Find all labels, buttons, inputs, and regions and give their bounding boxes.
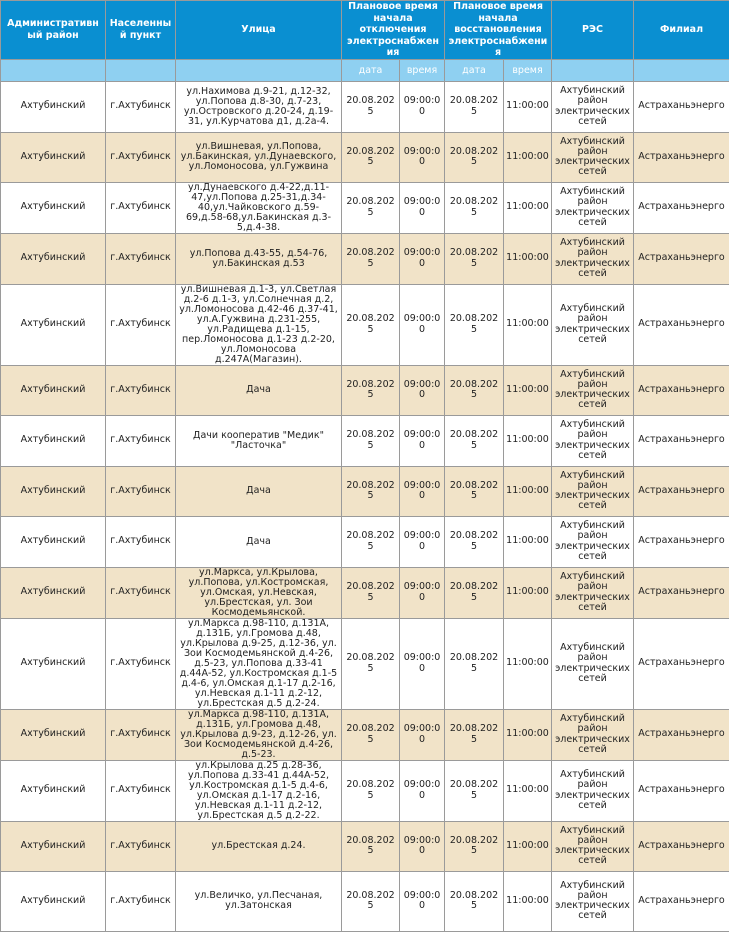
cell-on-date: 20.08.2025 [445, 466, 504, 516]
cell-on-date: 20.08.2025 [445, 709, 504, 760]
cell-off-date: 20.08.2025 [342, 618, 400, 709]
subheader-empty [106, 59, 176, 81]
cell-on-time: 11:00:00 [504, 284, 552, 365]
cell-settlement: г.Ахтубинск [106, 233, 176, 284]
cell-on-date: 20.08.2025 [445, 284, 504, 365]
cell-off-date: 20.08.2025 [342, 466, 400, 516]
cell-district: Ахтубинский [1, 132, 106, 182]
table-row [1, 284, 729, 365]
table-row [1, 466, 729, 516]
subheader-empty [634, 59, 729, 81]
cell-settlement: г.Ахтубинск [106, 466, 176, 516]
cell-street: ул.Крылова д.25 д.28-36, ул.Попова д.33-41 д.44А-52, ул.Костромская д.1-5 д.4-6, ул.Омская д.1-17 д.2-16, ул.Невская д.1-11 д.2-12, ул.Брестская д.5 д.2-22. [176, 760, 342, 821]
table-row [1, 516, 729, 567]
subheader-on-time: время [504, 59, 552, 81]
cell-street: ул.Вишневая д.1-3, ул.Светлая д.2-6 д.1-3, ул.Солнечная д.2, ул.Ломоносова д.42-46 д.37-41, ул.А.Гужвина д.231-255, ул.Радищева д.1-15, пер.Ломоносова д.1-23 д.2-20, ул.Ломоносова д.247А(Магазин). [176, 284, 342, 365]
cell-settlement: г.Ахтубинск [106, 821, 176, 871]
cell-street: Дача [176, 516, 342, 567]
cell-off-time: 09:00:00 [400, 132, 445, 182]
cell-res: Ахтубинский район электрических сетей [552, 182, 634, 233]
cell-district: Ахтубинский [1, 233, 106, 284]
cell-branch: Астраханьэнерго [634, 516, 729, 567]
cell-street: ул.Маркса, ул.Крылова, ул.Попова, ул.Костромская, ул.Омская, ул.Невская, ул.Брестская, ул. Зои Космодемьянской. [176, 567, 342, 618]
cell-branch: Астраханьэнерго [634, 284, 729, 365]
cell-branch: Астраханьэнерго [634, 415, 729, 466]
table-row [1, 233, 729, 284]
cell-off-time: 09:00:00 [400, 871, 445, 931]
cell-on-time: 11:00:00 [504, 415, 552, 466]
cell-branch: Астраханьэнерго [634, 132, 729, 182]
cell-on-time: 11:00:00 [504, 618, 552, 709]
cell-on-time: 11:00:00 [504, 132, 552, 182]
cell-off-time: 09:00:00 [400, 709, 445, 760]
cell-off-time: 09:00:00 [400, 567, 445, 618]
cell-branch: Астраханьэнерго [634, 466, 729, 516]
header-street: Улица [176, 1, 342, 60]
cell-branch: Астраханьэнерго [634, 81, 729, 132]
cell-res: Ахтубинский район электрических сетей [552, 466, 634, 516]
header-on-time: Плановое время начала восстановления электроснабжения [445, 1, 552, 60]
cell-res: Ахтубинский район электрических сетей [552, 567, 634, 618]
cell-settlement: г.Ахтубинск [106, 284, 176, 365]
cell-on-date: 20.08.2025 [445, 821, 504, 871]
table-row [1, 821, 729, 871]
cell-branch: Астраханьэнерго [634, 233, 729, 284]
cell-district: Ахтубинский [1, 821, 106, 871]
cell-street: Дача [176, 466, 342, 516]
cell-district: Ахтубинский [1, 81, 106, 132]
cell-settlement: г.Ахтубинск [106, 132, 176, 182]
header-branch: Филиал [634, 1, 729, 60]
cell-street: ул.Величко, ул.Песчаная, ул.Затонская [176, 871, 342, 931]
cell-on-date: 20.08.2025 [445, 415, 504, 466]
cell-res: Ахтубинский район электрических сетей [552, 233, 634, 284]
cell-off-time: 09:00:00 [400, 233, 445, 284]
cell-district: Ахтубинский [1, 415, 106, 466]
header-res: РЭС [552, 1, 634, 60]
cell-off-date: 20.08.2025 [342, 365, 400, 415]
cell-street: ул.Дунаевского д.4-22,д.11-47,ул.Попова д.25-31,д.34-40,ул.Чайковского д.59-69,д.58-68,ул.Бакинская д.3-5,д.4-38. [176, 182, 342, 233]
cell-street: Дачи кооператив "Медик" "Ласточка" [176, 415, 342, 466]
header-off-time: Плановое время начала отключения электроснабжения [342, 1, 445, 60]
cell-res: Ахтубинский район электрических сетей [552, 821, 634, 871]
cell-off-time: 09:00:00 [400, 415, 445, 466]
cell-on-date: 20.08.2025 [445, 567, 504, 618]
cell-on-date: 20.08.2025 [445, 871, 504, 931]
cell-district: Ахтубинский [1, 516, 106, 567]
cell-off-time: 09:00:00 [400, 618, 445, 709]
cell-district: Ахтубинский [1, 567, 106, 618]
cell-branch: Астраханьэнерго [634, 567, 729, 618]
cell-off-date: 20.08.2025 [342, 821, 400, 871]
table-row [1, 760, 729, 821]
cell-off-date: 20.08.2025 [342, 182, 400, 233]
cell-street: ул.Маркса д.98-110, д.131А, д.131Б, ул.Громова д.48, ул.Крылова д.9-25, д.12-36, ул. Зои Космодемьянской д.4-26, д.5-23, ул.Попова д.33-41 д.44А-52, ул.Костромская д.1-5 д.4-6, ул.Омская д.1-17 д.2-16, ул.Невская д.1-11 д.2-12, ул.Брестская д.5 д.2-24. [176, 618, 342, 709]
cell-branch: Астраханьэнерго [634, 760, 729, 821]
cell-street: ул.Вишневая, ул.Попова, ул.Бакинская, ул.Дунаевского, ул.Ломоносова, ул.Гужвина [176, 132, 342, 182]
header-district: Административный район [1, 1, 106, 60]
cell-res: Ахтубинский район электрических сетей [552, 760, 634, 821]
cell-district: Ахтубинский [1, 365, 106, 415]
cell-off-date: 20.08.2025 [342, 233, 400, 284]
cell-on-date: 20.08.2025 [445, 760, 504, 821]
cell-settlement: г.Ахтубинск [106, 567, 176, 618]
cell-res: Ахтубинский район электрических сетей [552, 516, 634, 567]
cell-off-date: 20.08.2025 [342, 567, 400, 618]
cell-branch: Астраханьэнерго [634, 871, 729, 931]
cell-off-date: 20.08.2025 [342, 516, 400, 567]
cell-branch: Астраханьэнерго [634, 821, 729, 871]
cell-res: Ахтубинский район электрических сетей [552, 365, 634, 415]
cell-on-time: 11:00:00 [504, 821, 552, 871]
cell-off-time: 09:00:00 [400, 365, 445, 415]
cell-res: Ахтубинский район электрических сетей [552, 284, 634, 365]
table-row [1, 567, 729, 618]
cell-district: Ахтубинский [1, 871, 106, 931]
cell-settlement: г.Ахтубинск [106, 760, 176, 821]
cell-on-time: 11:00:00 [504, 709, 552, 760]
cell-on-date: 20.08.2025 [445, 81, 504, 132]
cell-on-time: 11:00:00 [504, 233, 552, 284]
cell-district: Ахтубинский [1, 284, 106, 365]
cell-on-time: 11:00:00 [504, 516, 552, 567]
cell-district: Ахтубинский [1, 618, 106, 709]
cell-off-time: 09:00:00 [400, 760, 445, 821]
cell-on-time: 11:00:00 [504, 760, 552, 821]
cell-on-date: 20.08.2025 [445, 618, 504, 709]
cell-street: ул.Попова д.43-55, д.54-76, ул.Бакинская д.53 [176, 233, 342, 284]
table-row [1, 132, 729, 182]
cell-res: Ахтубинский район электрических сетей [552, 415, 634, 466]
cell-street: Дача [176, 365, 342, 415]
cell-on-time: 11:00:00 [504, 466, 552, 516]
cell-off-date: 20.08.2025 [342, 284, 400, 365]
cell-settlement: г.Ахтубинск [106, 365, 176, 415]
cell-branch: Астраханьэнерго [634, 709, 729, 760]
cell-settlement: г.Ахтубинск [106, 871, 176, 931]
subheader-off-time: время [400, 59, 445, 81]
cell-off-time: 09:00:00 [400, 516, 445, 567]
cell-on-time: 11:00:00 [504, 871, 552, 931]
subheader-empty [176, 59, 342, 81]
cell-off-date: 20.08.2025 [342, 132, 400, 182]
cell-settlement: г.Ахтубинск [106, 182, 176, 233]
table-row [1, 365, 729, 415]
table-row [1, 709, 729, 760]
subheader-empty [1, 59, 106, 81]
cell-off-time: 09:00:00 [400, 182, 445, 233]
cell-off-time: 09:00:00 [400, 821, 445, 871]
table-row [1, 81, 729, 132]
cell-district: Ахтубинский [1, 709, 106, 760]
cell-res: Ахтубинский район электрических сетей [552, 132, 634, 182]
cell-res: Ахтубинский район электрических сетей [552, 81, 634, 132]
cell-street: ул.Нахимова д.9-21, д.12-32, ул.Попова д.8-30, д.7-23, ул.Островского д.20-24, д.19-31, ул.Курчатова д1, д.2а-4. [176, 81, 342, 132]
cell-off-date: 20.08.2025 [342, 415, 400, 466]
cell-branch: Астраханьэнерго [634, 365, 729, 415]
cell-off-time: 09:00:00 [400, 466, 445, 516]
subheader-on-date: дата [445, 59, 504, 81]
cell-on-date: 20.08.2025 [445, 365, 504, 415]
table-row [1, 415, 729, 466]
cell-res: Ахтубинский район электрических сетей [552, 709, 634, 760]
cell-settlement: г.Ахтубинск [106, 709, 176, 760]
cell-settlement: г.Ахтубинск [106, 516, 176, 567]
cell-street: ул.Маркса д.98-110, д.131А, д.131Б, ул.Громова д.48, ул.Крылова д.9-23, д.12-26, ул. Зои Космодемьянской д.4-26, д.5-23. [176, 709, 342, 760]
cell-street: ул.Брестская д.24. [176, 821, 342, 871]
subheader-empty [552, 59, 634, 81]
cell-on-time: 11:00:00 [504, 365, 552, 415]
cell-settlement: г.Ахтубинск [106, 618, 176, 709]
cell-district: Ахтубинский [1, 466, 106, 516]
header-settlement: Населенный пункт [106, 1, 176, 60]
cell-settlement: г.Ахтубинск [106, 415, 176, 466]
cell-branch: Астраханьэнерго [634, 182, 729, 233]
cell-on-date: 20.08.2025 [445, 182, 504, 233]
cell-on-time: 11:00:00 [504, 182, 552, 233]
cell-district: Ахтубинский [1, 182, 106, 233]
cell-off-date: 20.08.2025 [342, 81, 400, 132]
cell-settlement: г.Ахтубинск [106, 81, 176, 132]
cell-on-date: 20.08.2025 [445, 233, 504, 284]
cell-off-date: 20.08.2025 [342, 709, 400, 760]
cell-branch: Астраханьэнерго [634, 618, 729, 709]
cell-off-date: 20.08.2025 [342, 760, 400, 821]
cell-off-time: 09:00:00 [400, 81, 445, 132]
cell-off-time: 09:00:00 [400, 284, 445, 365]
cell-on-time: 11:00:00 [504, 81, 552, 132]
table-row [1, 618, 729, 709]
table-row [1, 182, 729, 233]
cell-district: Ахтубинский [1, 760, 106, 821]
table-row [1, 871, 729, 931]
subheader-off-date: дата [342, 59, 400, 81]
cell-on-time: 11:00:00 [504, 567, 552, 618]
cell-off-date: 20.08.2025 [342, 871, 400, 931]
cell-on-date: 20.08.2025 [445, 516, 504, 567]
cell-on-date: 20.08.2025 [445, 132, 504, 182]
cell-res: Ахтубинский район электрических сетей [552, 871, 634, 931]
cell-res: Ахтубинский район электрических сетей [552, 618, 634, 709]
